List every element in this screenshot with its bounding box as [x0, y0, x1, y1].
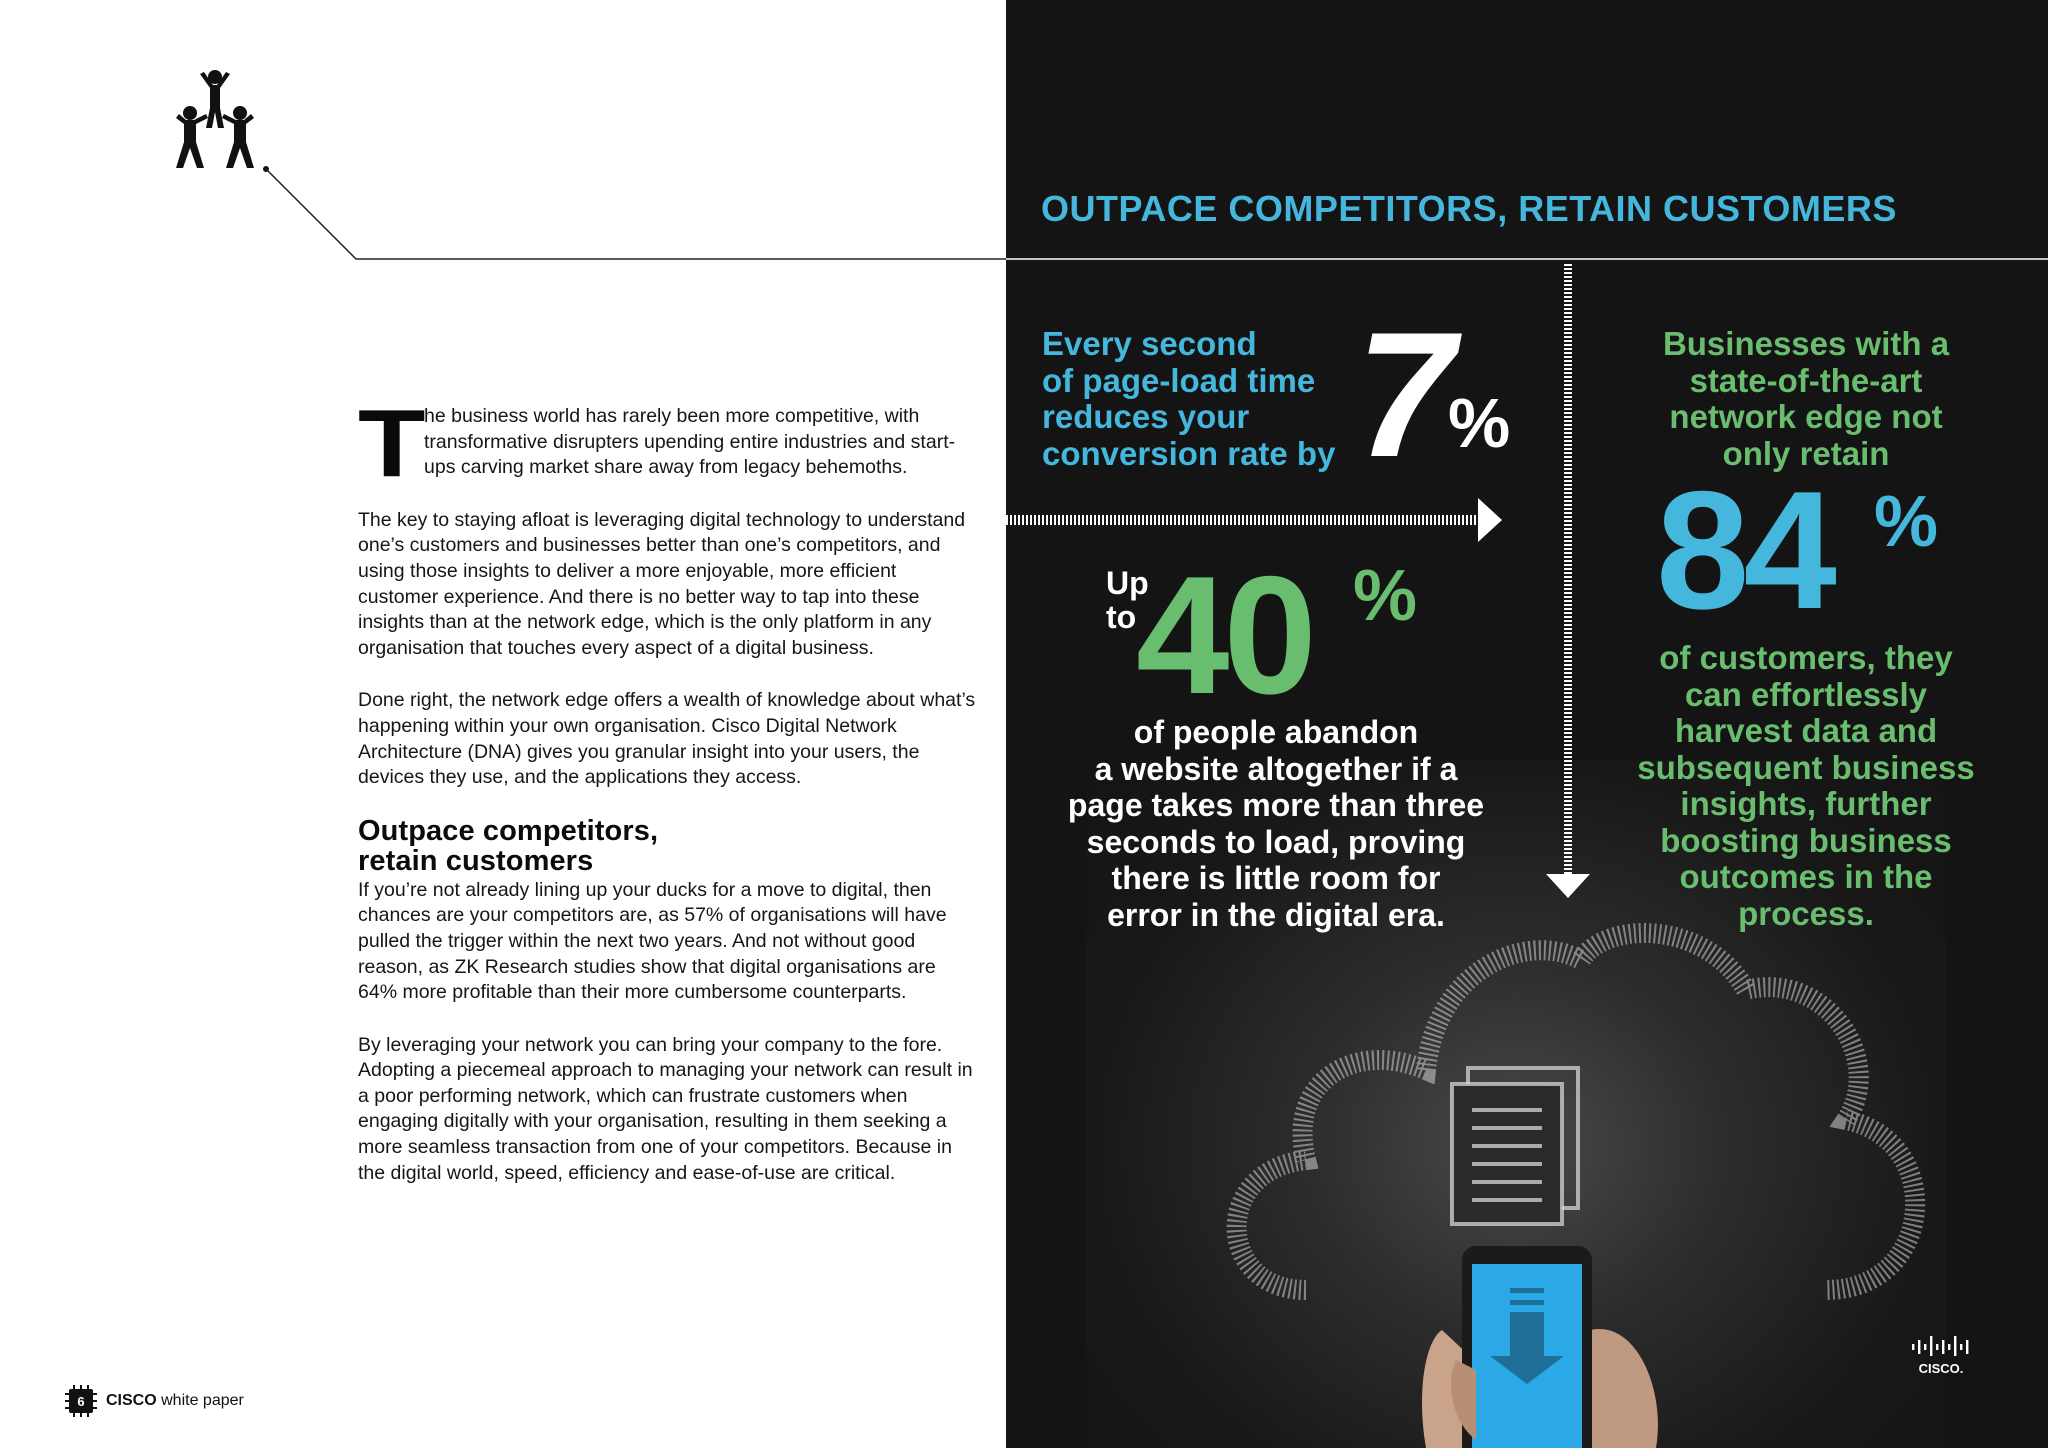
stat1-percent: % [1448, 384, 1511, 462]
stat3-heading-line: only retain [1722, 434, 1890, 472]
stat3-line: insights, further [1680, 785, 1932, 822]
stat3-text [1586, 640, 2026, 932]
stat3-heading-line: state-of-the-art [1689, 361, 1923, 399]
lead-paragraph [358, 390, 978, 497]
decorative-rule-line [0, 0, 1006, 270]
footer-suffix: white paper [156, 1392, 244, 1409]
stat2-line: seconds to load, proving [1086, 823, 1466, 860]
stat3-heading-line: network edge not [1669, 398, 1943, 435]
footer-brand: CISCO [106, 1392, 157, 1409]
stat2-percent: % [1353, 556, 1418, 636]
stat1-line: Every second [1042, 325, 1257, 362]
left-page [0, 0, 1006, 1448]
dropcap: T [358, 390, 424, 497]
stat3-line: outcomes in the [1679, 858, 1933, 895]
right-arrow-icon [1478, 498, 1502, 542]
paragraph: Done right, the network edge offers a wealth of knowledge about what’s happening within your own organisation. Cisco Digital Network Architecture (DNA) gives you granular insight into your users, the devices they use, and the applications they access. [358, 689, 976, 789]
article-body [358, 390, 978, 1213]
stat3-percent: % [1874, 482, 1939, 562]
infographic-title: OUTPACE COMPETITORS, RETAIN CUSTOMERS [1041, 188, 1897, 229]
paragraph: If you’re not already lining up your ducks for a move to digital, then chances are your competitors are, as 57% of organisations will have pulled the trigger within the next two years. And not without good reason, as ZK Research studies show that digital organisations are 64% more profitable than their more cumbersome counterparts. [358, 878, 947, 1004]
cisco-logo-icon [1906, 1336, 1976, 1376]
stat1-number: 7 [1356, 295, 1449, 494]
section-heading [358, 816, 978, 876]
down-arrow-icon [1546, 874, 1590, 898]
right-page-infographic [1006, 0, 2048, 1448]
stat3-number: 84 [1656, 456, 1831, 644]
vertical-dashed-line [1564, 262, 1572, 874]
footer-label [106, 1392, 244, 1410]
paragraph: By leveraging your network you can bring your company to the fore. Adopting a piecemeal approach to managing your network can result in a poor performing network, which can frustrate customers when engaging digitally with your organisation, resulting in them seeking a more seamless transaction from one of your competitors. Because in the digital world, speed, efficiency and ease-of-use are critical. [358, 1033, 973, 1184]
stat3-line: process. [1738, 894, 1874, 932]
page-footer [64, 1384, 244, 1418]
stat2-line: error in the digital era. [1107, 896, 1445, 933]
section-heading-line: Outpace competitors, [358, 814, 659, 847]
stat2-line: of people abandon [1133, 714, 1419, 750]
stat3-line: harvest data and [1674, 712, 1938, 749]
stat1-line: of page-load time [1042, 361, 1316, 399]
section-heading-line: retain customers [358, 844, 594, 877]
chip-icon [64, 1384, 98, 1418]
stat3-line: boosting business [1660, 821, 1952, 859]
stat1-line: reduces your [1042, 398, 1250, 435]
people-pyramid-icon [170, 68, 260, 168]
stat2-number: 40 [1136, 541, 1311, 729]
document-icon [1452, 1068, 1578, 1224]
stat2-prefix-line: to [1106, 599, 1137, 635]
stat2-line: there is little room for [1111, 860, 1441, 896]
stat2-prefix-line: Up [1106, 565, 1149, 601]
stat3-line: can effortlessly [1684, 675, 1928, 713]
stat3-heading [1586, 326, 2026, 472]
phone-download-icon [1422, 1246, 1658, 1448]
lead-text: he business world has rarely been more competitive, with transformative disrupters upending entire industries and start-ups carving market share away from legacy behemoths. [424, 405, 956, 479]
horizontal-dashed-line [1006, 515, 1478, 525]
stat3-line: of customers, they [1659, 639, 1953, 676]
cisco-logo-text: CISCO. [1918, 1361, 1964, 1376]
stat3-heading-line: Businesses with a [1662, 325, 1950, 362]
paragraph: The key to staying afloat is leveraging digital technology to understand one’s customers and businesses better than one’s competitors, and using those insights to deliver a more enjoyable, more efficient customer experience. And there is no better way to tap into these insights than at the network edge, which is the only platform in any organisation that touches every aspect of a digital business. [358, 508, 966, 659]
stat2-line: a website altogether if a [1094, 750, 1458, 787]
cloud-chalk-icon [1237, 933, 1916, 1290]
stat3-line: subsequent business [1637, 748, 1975, 786]
stat2-line: page takes more than three [1067, 787, 1485, 823]
stat1-text [1042, 326, 1382, 472]
stat2-text [1026, 714, 1526, 933]
stat1-line: conversion rate by [1042, 434, 1336, 472]
page-number: 6 [77, 1393, 85, 1409]
